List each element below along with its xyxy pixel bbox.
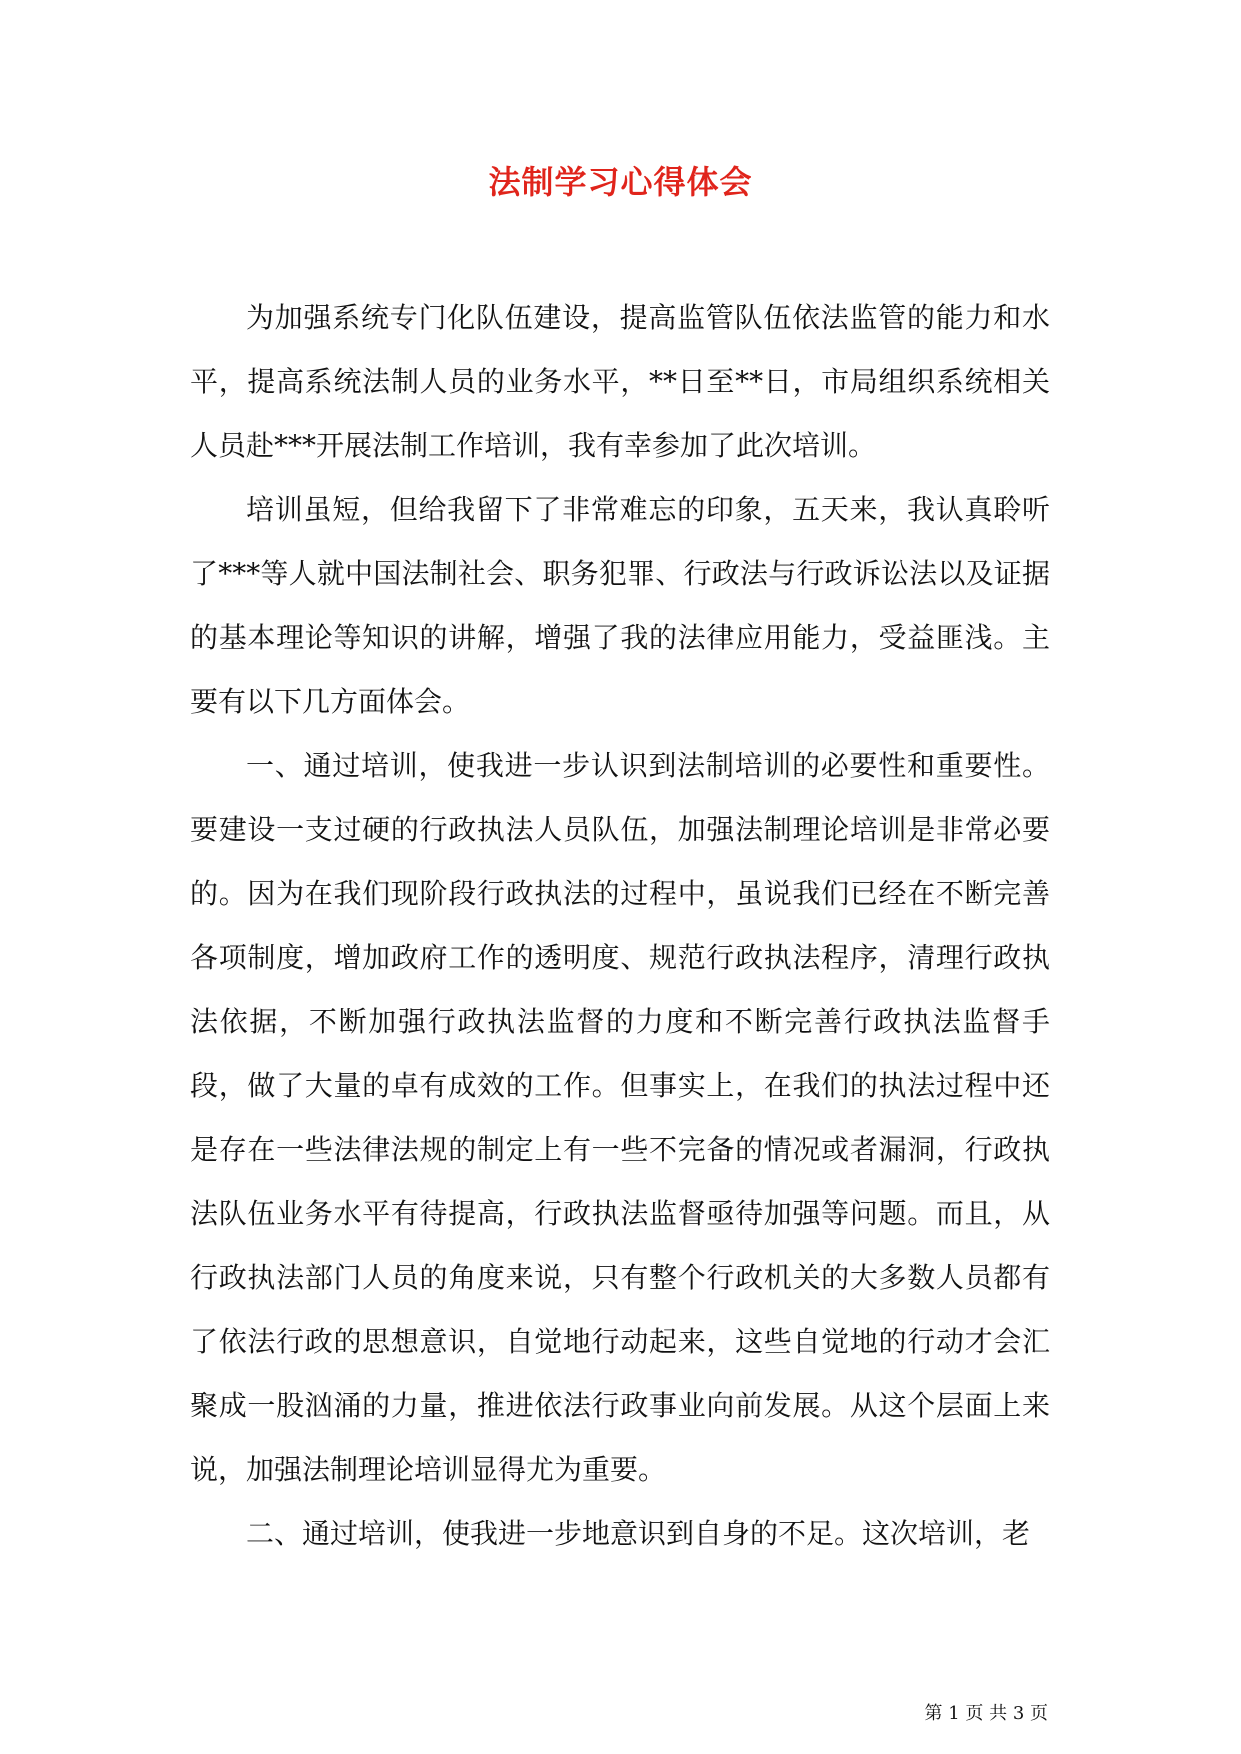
paragraph-1: 为加强系统专门化队伍建设，提高监管队伍依法监管的能力和水平，提高系统法制人员的业务水平，**日至**日，市局组织系统相关人员赴***开展法制工作培训，我有幸参加了此次培训。 bbox=[190, 301, 1050, 462]
document-title: 法制学习心得体会 bbox=[488, 163, 753, 201]
paragraph-3: 一、通过培训，使我进一步认识到法制培训的必要性和重要性。要建设一支过硬的行政执法人员队伍，加强法制理论培训是非常必要的。因为在我们现阶段行政执法的过程中，虽说我们已经在不断完善各项制度，增加政府工作的透明度、规范行政执法程序，清理行政执法依据，不断加强行政执法监督的力度和不断完善行政执法监督手段，做了大量的卓有成效的工作。但事实上，在我们的执法过程中还是存在一些法律法规的制定上有一些不完备的情况或者漏洞，行政执法队伍业务水平有待提高，行政执法监督亟待加强等问题。而且，从行政执法部门人员的角度来说，只有整个行政机关的大多数人员都有了依法行政的思想意识，自觉地行动起来，这些自觉地的行动才会汇聚成一股汹涌的力量，推进依法行政事业向前发展。从这个层面上来说，加强法制理论培训显得尤为重要。 bbox=[190, 749, 1050, 1486]
paragraph-2: 培训虽短，但给我留下了非常难忘的印象，五天来，我认真聆听了***等人就中国法制社会、职务犯罪、行政法与行政诉讼法以及证据的基本理论等知识的讲解，增强了我的法律应用能力，受益匪浅。主要有以下几方面体会。 bbox=[190, 493, 1050, 718]
document-body bbox=[190, 286, 1050, 1566]
paragraph-4: 二、通过培训，使我进一步地意识到自身的不足。这次培训，老 bbox=[246, 1517, 1031, 1550]
page-number-footer: 第 1 页 共 3 页 bbox=[924, 1703, 1048, 1724]
